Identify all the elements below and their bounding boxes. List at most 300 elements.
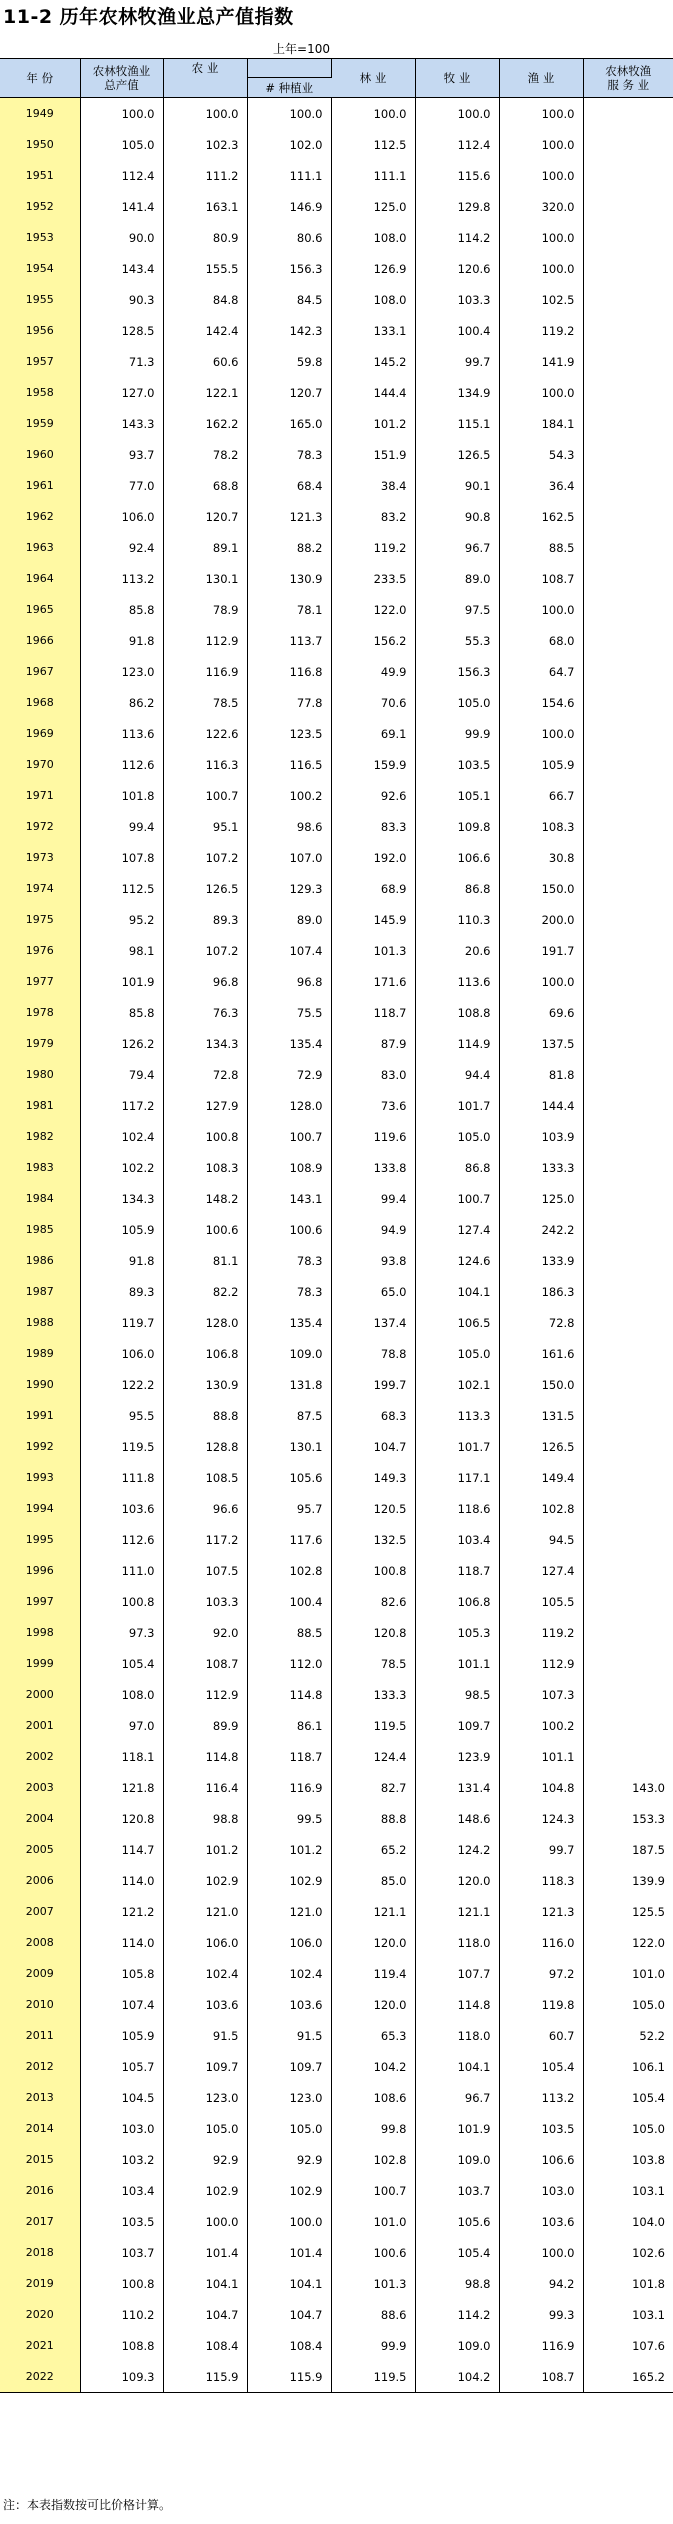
cell-fishery: 100.0: [499, 594, 583, 625]
cell-fishery: 100.0: [499, 253, 583, 284]
cell-agriculture: 120.7: [163, 501, 247, 532]
cell-total: 103.5: [80, 2206, 163, 2237]
cell-crop: 77.8: [247, 687, 331, 718]
cell-forestry: 126.9: [331, 253, 415, 284]
cell-total: 108.8: [80, 2330, 163, 2361]
cell-services: [583, 1710, 673, 1741]
table-row: [0, 563, 673, 594]
cell-agriculture: 102.9: [163, 1865, 247, 1896]
cell-total: 101.8: [80, 780, 163, 811]
cell-crop: 109.7: [247, 2051, 331, 2082]
cell-animal: 106.8: [415, 1586, 499, 1617]
cell-forestry: 108.6: [331, 2082, 415, 2113]
cell-crop: 114.8: [247, 1679, 331, 1710]
cell-agriculture: 107.2: [163, 935, 247, 966]
cell-fishery: 81.8: [499, 1059, 583, 1090]
cell-fishery: 104.8: [499, 1772, 583, 1803]
table-row: [0, 904, 673, 935]
cell-crop: 78.3: [247, 1245, 331, 1276]
cell-services: 101.0: [632, 1966, 665, 1981]
cell-crop: 156.3: [247, 253, 331, 284]
cell-total: 122.2: [80, 1369, 163, 1400]
cell-forestry: 65.2: [331, 1834, 415, 1865]
table-row: [0, 1059, 673, 1090]
cell-year: 1967: [0, 656, 80, 687]
cell-total: 99.4: [80, 811, 163, 842]
table-row: [0, 1338, 673, 1369]
cell-agriculture: 126.5: [163, 873, 247, 904]
cell-forestry: 119.4: [331, 1958, 415, 1989]
cell-total: 100.0: [80, 98, 163, 130]
cell-total: 110.2: [80, 2299, 163, 2330]
cell-animal: 114.2: [415, 2299, 499, 2330]
cell-total: 103.6: [80, 1493, 163, 1524]
cell-forestry: 68.3: [331, 1400, 415, 1431]
cell-services: [583, 98, 673, 130]
cell-crop: 135.4: [247, 1307, 331, 1338]
cell-agriculture: 96.6: [163, 1493, 247, 1524]
cell-animal: 156.3: [415, 656, 499, 687]
header-animal-husbandry: 牧 业: [415, 59, 499, 98]
cell-year: 1949: [0, 98, 80, 130]
cell-animal: 102.1: [415, 1369, 499, 1400]
cell-year: 1955: [0, 284, 80, 315]
table-row: [0, 1121, 673, 1152]
cell-year: 1989: [0, 1338, 80, 1369]
header-agriculture-sub-blank: [163, 78, 247, 98]
cell-crop: 102.0: [247, 129, 331, 160]
cell-year: 1958: [0, 377, 80, 408]
cell-animal: 100.7: [415, 1183, 499, 1214]
cell-services: [583, 904, 673, 935]
cell-forestry: 93.8: [331, 1245, 415, 1276]
cell-animal: 115.1: [415, 408, 499, 439]
cell-year: 2018: [0, 2237, 80, 2268]
cell-total: 101.9: [80, 966, 163, 997]
cell-year: 2007: [0, 1896, 80, 1927]
cell-fishery: 137.5: [499, 1028, 583, 1059]
cell-total: 93.7: [80, 439, 163, 470]
cell-animal: 105.0: [415, 1338, 499, 1369]
cell-forestry: 99.8: [331, 2113, 415, 2144]
cell-services: [583, 222, 673, 253]
cell-services: [583, 377, 673, 408]
cell-services: 122.0: [632, 1935, 665, 1950]
cell-crop: 78.1: [247, 594, 331, 625]
cell-crop: 117.6: [247, 1524, 331, 1555]
cell-services: [583, 1617, 673, 1648]
table-row: [0, 1958, 673, 1989]
cell-fishery: 127.4: [499, 1555, 583, 1586]
cell-year: 2012: [0, 2051, 80, 2082]
cell-agriculture: 98.8: [163, 1803, 247, 1834]
cell-agriculture: 112.9: [163, 1679, 247, 1710]
cell-forestry: 100.7: [331, 2175, 415, 2206]
cell-fishery: 103.9: [499, 1121, 583, 1152]
cell-crop: 109.0: [247, 1338, 331, 1369]
cell-animal: 131.4: [415, 1772, 499, 1803]
table-row: [0, 1462, 673, 1493]
cell-crop: 113.7: [247, 625, 331, 656]
cell-total: 105.0: [80, 129, 163, 160]
cell-year: 1969: [0, 718, 80, 749]
cell-services: [583, 656, 673, 687]
table-title: 11-2 历年农林牧渔业总产值指数: [3, 6, 294, 28]
cell-services: [583, 1400, 673, 1431]
cell-fishery: 30.8: [499, 842, 583, 873]
cell-crop: 78.3: [247, 439, 331, 470]
table-row: [0, 1369, 673, 1400]
cell-forestry: 69.1: [331, 718, 415, 749]
cell-forestry: 171.6: [331, 966, 415, 997]
cell-forestry: 108.0: [331, 222, 415, 253]
table-row: [0, 811, 673, 842]
cell-year: 1983: [0, 1152, 80, 1183]
index-table: [0, 59, 673, 2393]
cell-fishery: 191.7: [499, 935, 583, 966]
cell-animal: 109.0: [415, 2330, 499, 2361]
cell-total: 112.6: [80, 1524, 163, 1555]
cell-year: 2004: [0, 1803, 80, 1834]
cell-services: [583, 253, 673, 284]
cell-crop: 107.4: [247, 935, 331, 966]
cell-fishery: 108.7: [499, 2361, 583, 2393]
cell-year: 1988: [0, 1307, 80, 1338]
cell-fishery: 102.5: [499, 284, 583, 315]
cell-fishery: 100.2: [499, 1710, 583, 1741]
cell-total: 85.8: [80, 594, 163, 625]
cell-forestry: 133.1: [331, 315, 415, 346]
table-row: [0, 2175, 673, 2206]
cell-crop: 72.9: [247, 1059, 331, 1090]
cell-crop: 100.0: [247, 98, 331, 130]
cell-forestry: 112.5: [331, 129, 415, 160]
cell-year: 2020: [0, 2299, 80, 2330]
table-row: [0, 160, 673, 191]
cell-year: 2022: [0, 2361, 80, 2393]
cell-agriculture: 88.8: [163, 1400, 247, 1431]
cell-services: 104.0: [632, 2214, 665, 2229]
table-row: [0, 284, 673, 315]
cell-services: [583, 594, 673, 625]
cell-fishery: 94.5: [499, 1524, 583, 1555]
cell-year: 1980: [0, 1059, 80, 1090]
cell-services: [583, 1121, 673, 1152]
table-row: [0, 1586, 673, 1617]
cell-crop: 95.7: [247, 1493, 331, 1524]
table-row: [0, 222, 673, 253]
cell-year: 2017: [0, 2206, 80, 2237]
table-row: [0, 1214, 673, 1245]
cell-fishery: 186.3: [499, 1276, 583, 1307]
cell-services: 105.4: [632, 2090, 665, 2105]
cell-fishery: 184.1: [499, 408, 583, 439]
table-row: [0, 2361, 673, 2393]
cell-services: 187.5: [632, 1842, 665, 1857]
cell-total: 113.2: [80, 563, 163, 594]
cell-services: [583, 160, 673, 191]
cell-animal: 121.1: [415, 1896, 499, 1927]
cell-forestry: 100.0: [331, 98, 415, 130]
cell-animal: 109.8: [415, 811, 499, 842]
cell-services: 103.1: [632, 2307, 665, 2322]
cell-year: 2019: [0, 2268, 80, 2299]
table-row: [0, 1276, 673, 1307]
cell-fishery: 100.0: [499, 2237, 583, 2268]
cell-fishery: 54.3: [499, 439, 583, 470]
cell-forestry: 78.5: [331, 1648, 415, 1679]
cell-animal: 124.6: [415, 1245, 499, 1276]
cell-total: 103.2: [80, 2144, 163, 2175]
table-row: [0, 1617, 673, 1648]
cell-forestry: 149.3: [331, 1462, 415, 1493]
cell-year: 2002: [0, 1741, 80, 1772]
cell-services: [583, 1431, 673, 1462]
cell-animal: 105.0: [415, 687, 499, 718]
cell-services: 103.1: [632, 2183, 665, 2198]
cell-fishery: 150.0: [499, 1369, 583, 1400]
cell-agriculture: 104.1: [163, 2268, 247, 2299]
cell-year: 1973: [0, 842, 80, 873]
header-services: 农林牧渔 服 务 业: [583, 59, 673, 98]
cell-agriculture: 108.5: [163, 1462, 247, 1493]
cell-services: [583, 718, 673, 749]
cell-crop: 100.6: [247, 1214, 331, 1245]
cell-crop: 123.5: [247, 718, 331, 749]
header-year: 年 份: [0, 59, 80, 98]
cell-fishery: 102.8: [499, 1493, 583, 1524]
cell-forestry: 119.5: [331, 2361, 415, 2393]
table-row: [0, 98, 673, 130]
table-row: [0, 1307, 673, 1338]
cell-agriculture: 100.7: [163, 780, 247, 811]
cell-animal: 103.3: [415, 284, 499, 315]
header-crop-farming: # 种植业: [247, 78, 331, 98]
cell-agriculture: 89.3: [163, 904, 247, 935]
cell-total: 121.8: [80, 1772, 163, 1803]
table-row: [0, 408, 673, 439]
cell-year: 1951: [0, 160, 80, 191]
cell-fishery: 103.0: [499, 2175, 583, 2206]
header-agriculture-blank: [247, 59, 331, 78]
cell-crop: 103.6: [247, 1989, 331, 2020]
cell-agriculture: 122.1: [163, 377, 247, 408]
cell-agriculture: 128.8: [163, 1431, 247, 1462]
header-forestry: 林 业: [331, 59, 415, 98]
cell-services: [583, 842, 673, 873]
cell-agriculture: 100.0: [163, 2206, 247, 2237]
cell-crop: 91.5: [247, 2020, 331, 2051]
cell-year: 2001: [0, 1710, 80, 1741]
cell-animal: 90.8: [415, 501, 499, 532]
cell-services: 105.0: [632, 2121, 665, 2136]
cell-fishery: 88.5: [499, 532, 583, 563]
table-row: [0, 1710, 673, 1741]
cell-year: 1966: [0, 625, 80, 656]
cell-total: 89.3: [80, 1276, 163, 1307]
cell-animal: 148.6: [415, 1803, 499, 1834]
cell-crop: 104.1: [247, 2268, 331, 2299]
cell-services: [583, 1090, 673, 1121]
cell-animal: 103.4: [415, 1524, 499, 1555]
cell-forestry: 65.0: [331, 1276, 415, 1307]
table-row: [0, 1090, 673, 1121]
cell-crop: 130.9: [247, 563, 331, 594]
cell-fishery: 161.6: [499, 1338, 583, 1369]
cell-total: 90.0: [80, 222, 163, 253]
table-row: [0, 1555, 673, 1586]
cell-animal: 20.6: [415, 935, 499, 966]
cell-year: 2021: [0, 2330, 80, 2361]
table-row: [0, 1896, 673, 1927]
cell-agriculture: 107.2: [163, 842, 247, 873]
cell-fishery: 68.0: [499, 625, 583, 656]
cell-total: 102.4: [80, 1121, 163, 1152]
cell-year: 2013: [0, 2082, 80, 2113]
cell-services: [583, 284, 673, 315]
cell-crop: 123.0: [247, 2082, 331, 2113]
table-row: [0, 1834, 673, 1865]
cell-year: 1971: [0, 780, 80, 811]
cell-year: 1976: [0, 935, 80, 966]
cell-animal: 101.7: [415, 1090, 499, 1121]
cell-forestry: 111.1: [331, 160, 415, 191]
table-row: [0, 966, 673, 997]
cell-crop: 100.7: [247, 1121, 331, 1152]
cell-animal: 99.7: [415, 346, 499, 377]
table-row: [0, 1152, 673, 1183]
cell-crop: 86.1: [247, 1710, 331, 1741]
cell-forestry: 104.2: [331, 2051, 415, 2082]
table-row: [0, 346, 673, 377]
cell-forestry: 124.4: [331, 1741, 415, 1772]
cell-agriculture: 100.6: [163, 1214, 247, 1245]
cell-year: 1990: [0, 1369, 80, 1400]
cell-animal: 118.7: [415, 1555, 499, 1586]
cell-total: 118.1: [80, 1741, 163, 1772]
cell-crop: 102.9: [247, 2175, 331, 2206]
cell-crop: 143.1: [247, 1183, 331, 1214]
cell-services: [583, 1059, 673, 1090]
cell-fishery: 108.7: [499, 563, 583, 594]
cell-total: 97.3: [80, 1617, 163, 1648]
cell-forestry: 100.8: [331, 1555, 415, 1586]
cell-year: 1970: [0, 749, 80, 780]
cell-animal: 134.9: [415, 377, 499, 408]
cell-crop: 111.1: [247, 160, 331, 191]
cell-total: 107.8: [80, 842, 163, 873]
cell-fishery: 97.2: [499, 1958, 583, 1989]
cell-crop: 88.2: [247, 532, 331, 563]
cell-total: 141.4: [80, 191, 163, 222]
cell-forestry: 82.7: [331, 1772, 415, 1803]
cell-year: 1977: [0, 966, 80, 997]
cell-total: 134.3: [80, 1183, 163, 1214]
cell-forestry: 133.3: [331, 1679, 415, 1710]
cell-agriculture: 107.5: [163, 1555, 247, 1586]
cell-total: 112.6: [80, 749, 163, 780]
cell-agriculture: 121.0: [163, 1896, 247, 1927]
cell-crop: 105.0: [247, 2113, 331, 2144]
cell-animal: 113.3: [415, 1400, 499, 1431]
table-row: [0, 1183, 673, 1214]
cell-agriculture: 148.2: [163, 1183, 247, 1214]
cell-services: [583, 532, 673, 563]
cell-animal: 105.6: [415, 2206, 499, 2237]
cell-forestry: 156.2: [331, 625, 415, 656]
cell-services: [583, 470, 673, 501]
table-row: [0, 780, 673, 811]
cell-forestry: 73.6: [331, 1090, 415, 1121]
cell-services: [583, 935, 673, 966]
cell-fishery: 100.0: [499, 98, 583, 130]
cell-fishery: 94.2: [499, 2268, 583, 2299]
cell-total: 79.4: [80, 1059, 163, 1090]
cell-animal: 100.4: [415, 315, 499, 346]
cell-fishery: 141.9: [499, 346, 583, 377]
cell-animal: 110.3: [415, 904, 499, 935]
cell-services: [583, 1679, 673, 1710]
cell-services: 106.1: [632, 2059, 665, 2074]
cell-total: 112.4: [80, 160, 163, 191]
cell-total: 107.4: [80, 1989, 163, 2020]
cell-forestry: 108.0: [331, 284, 415, 315]
cell-fishery: 126.5: [499, 1431, 583, 1462]
cell-animal: 90.1: [415, 470, 499, 501]
table-row: [0, 1400, 673, 1431]
cell-total: 143.4: [80, 253, 163, 284]
cell-agriculture: 84.8: [163, 284, 247, 315]
table-row: [0, 749, 673, 780]
header-fishery: 渔 业: [499, 59, 583, 98]
table-row: [0, 625, 673, 656]
table-row: [0, 191, 673, 222]
cell-animal: 103.7: [415, 2175, 499, 2206]
cell-year: 2015: [0, 2144, 80, 2175]
cell-year: 1986: [0, 1245, 80, 1276]
table-row: [0, 873, 673, 904]
cell-agriculture: 127.9: [163, 1090, 247, 1121]
cell-fishery: 103.6: [499, 2206, 583, 2237]
cell-crop: 118.7: [247, 1741, 331, 1772]
cell-services: [583, 1245, 673, 1276]
cell-year: 2006: [0, 1865, 80, 1896]
table-row: [0, 1028, 673, 1059]
cell-total: 103.7: [80, 2237, 163, 2268]
cell-animal: 96.7: [415, 532, 499, 563]
table-row: [0, 1741, 673, 1772]
cell-crop: 107.0: [247, 842, 331, 873]
cell-agriculture: 130.9: [163, 1369, 247, 1400]
cell-services: [583, 1152, 673, 1183]
cell-crop: 84.5: [247, 284, 331, 315]
cell-total: 91.8: [80, 1245, 163, 1276]
cell-animal: 105.0: [415, 1121, 499, 1152]
cell-agriculture: 81.1: [163, 1245, 247, 1276]
cell-forestry: 83.2: [331, 501, 415, 532]
cell-services: 143.0: [632, 1780, 665, 1795]
cell-total: 100.8: [80, 1586, 163, 1617]
cell-services: [583, 749, 673, 780]
cell-animal: 106.5: [415, 1307, 499, 1338]
table-row: [0, 2268, 673, 2299]
cell-agriculture: 116.9: [163, 656, 247, 687]
cell-services: [583, 1214, 673, 1245]
cell-fishery: 100.0: [499, 160, 583, 191]
table-row: [0, 2330, 673, 2361]
cell-crop: 102.9: [247, 1865, 331, 1896]
cell-year: 1996: [0, 1555, 80, 1586]
